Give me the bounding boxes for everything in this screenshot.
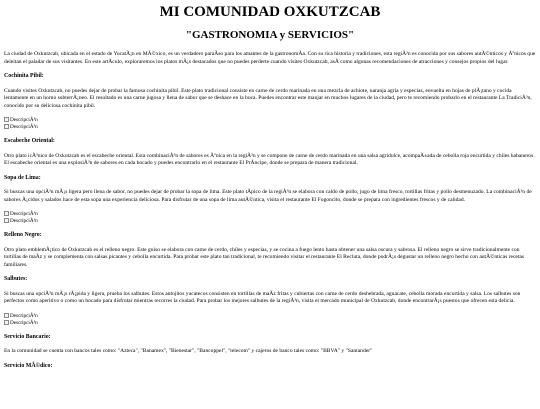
section-heading: Salbutes:: [4, 276, 28, 282]
broken-image-icon: [4, 117, 9, 122]
section-paragraph: Si buscas una opciÃ³n mÃ¡s ligera pero llena de sabor, no puedes dejar de probar la sopa de lima. Este plato tÃpico de la regiÃ³n se elabora con caldo de pollo, jugo de lima fresco, tortillas fritas y pollo desmenuzado. La combinaciÃ³n de sabores Ã¡cidos y salados hace de esta sopa una experiencia deliciosa. Para disfrutar de una sopa de lima autÃ©ntica, visita el restaurante El Fogoncito, donde se prepara con ingredientes frescos y de calidad.: [4, 189, 532, 203]
section-heading: Relleno Negro:: [4, 232, 42, 238]
broken-image: [4, 124, 536, 131]
section-paragraph: Otro plato emblemÃ¡tico de Oxkutzcab es el relleno negro. Este guiso se elabora con carne de cerdo, chiles y especias, y se cocina a fuego lento hasta obtener una salsa oscura y sabrosa. El relleno negro se sirve tradicionalmente con tortillas de maÃz y se complementa con salsas picantes y cebolla encurtida. Para probar este plato tan tradicional, te recomiendo visitar el restaurante El Recluta, donde podrÃ¡s degustar un relleno negro hecho con autÃ©nticas recetas familiares.: [4, 246, 525, 268]
page-title: MI COMUNIDAD OXKUTZCAB: [159, 4, 381, 20]
section-heading: Cochinita Pibil:: [4, 73, 44, 79]
section-paragraph: Cuando visites Oxkutzcab, no puedes dejar de probar la famosa cochinita pibil. Este plato tradicional consiste en carne de cerdo marinada en una mezcla de achiote, naranja agria y especias, envuelta en hojas de plÃ¡tano y cocida lentamente en un horno subterrÃ¡neo. El resultado es una carne jugosa y llena de sabor que se deshace en la boca. Puedes encontrar este manjar en muchos lugares de la ciudad, pero te recomiendo probarlo en el restaurante La TradiciÃ³n, conocido por su deliciosa cochinita pibil.: [4, 87, 532, 109]
intro-paragraph: La ciudad de Oxkutzcab, ubicada en el estado de YucatÃ¡n en MÃ©xico, es un verdadero paraÃso para los amantes de la gastronomÃa. Con su rica historia y tradiciones, esta regiÃ³n es conocida por sus sabores autÃ©nticos y Ãºnicos que deleitan el paladar de sus visitantes. En este artÃculo, exploraremos los platos mÃ¡s destacados que no puedes perderte cuando visites Oxkutzcab, asÃ como algunas recomendaciones de atracciones y consejos propios del lugar.: [4, 51, 536, 65]
image-group: [4, 313, 536, 327]
image-alt-text: DescripciÃ³n: [10, 218, 38, 224]
section-heading: Escabeche Oriental:: [4, 138, 55, 144]
broken-image: [4, 313, 536, 320]
image-alt-text: DescripciÃ³n: [10, 211, 38, 217]
broken-image-icon: [4, 218, 9, 223]
sections-container: [4, 73, 536, 370]
section-heading: Servicio MÃ©dico:: [4, 362, 53, 369]
broken-image-icon: [4, 313, 9, 318]
broken-image: [4, 211, 536, 218]
broken-image-icon: [4, 320, 9, 325]
section-heading: Sopa de Lima:: [4, 174, 41, 181]
image-alt-text: DescripciÃ³n: [10, 319, 38, 326]
broken-image: [4, 320, 536, 327]
broken-image-icon: [4, 124, 9, 129]
section-paragraph: En la comunidad se cuenta con bancos tales como: "Azteca", "Banamex", "Bienestar", "Bancoppel", "telecom" y cajeros de banco tales como: "BBVA" y "Santander": [4, 348, 373, 354]
image-group: [4, 211, 536, 225]
image-alt-text: DescripciÃ³n: [10, 124, 38, 130]
broken-image: [4, 218, 536, 225]
section-paragraph: Si buscas una opciÃ³n mÃ¡s rÃ¡pida y ligera, prueba los salbutes. Estos antojitos yucatecos consisten en tortillas de maÃz fritas y cubiertas con carne de cerdo deshebrada, aguacate, cebolla morada encurtida y salsa. Los salbutes son perfectos como aperitivo o como un bocado para disfrutar mientras recorres la ciudad. Para probar los mejores salbutes de la regiÃ³n, visita el mercado municipal de Oxkutzcab, donde encontrarÃ¡s puestos que ofrecen esta delicia.: [4, 290, 521, 304]
image-alt-text: DescripciÃ³n: [10, 117, 38, 123]
page-subtitle: "GASTRONOMIA y SERVICIOS": [185, 29, 355, 41]
broken-image-icon: [4, 211, 9, 216]
image-alt-text: DescripciÃ³n: [10, 312, 38, 319]
image-group: [4, 117, 536, 131]
section-heading: Servicio Bancario:: [4, 333, 51, 340]
broken-image: [4, 117, 536, 124]
section-paragraph: Otro plato icÃ³nico de Oxkutzcab es el escabeche oriental. Esta combinaciÃ³n de sabores es Ãºnica en la regiÃ³n y se compone de carne de cerdo marinada en una salsa agridulce, acompaÃ±ada de cebolla roja encurtida y chiles habaneros. El escabeche oriental es una explosiÃ³n de sabores en cada bocado y puedes encontrarlo en el restaurante El PrÃncipe, donde se prepara de manera tradicional.: [4, 152, 535, 166]
document-page: [0, 4, 540, 370]
